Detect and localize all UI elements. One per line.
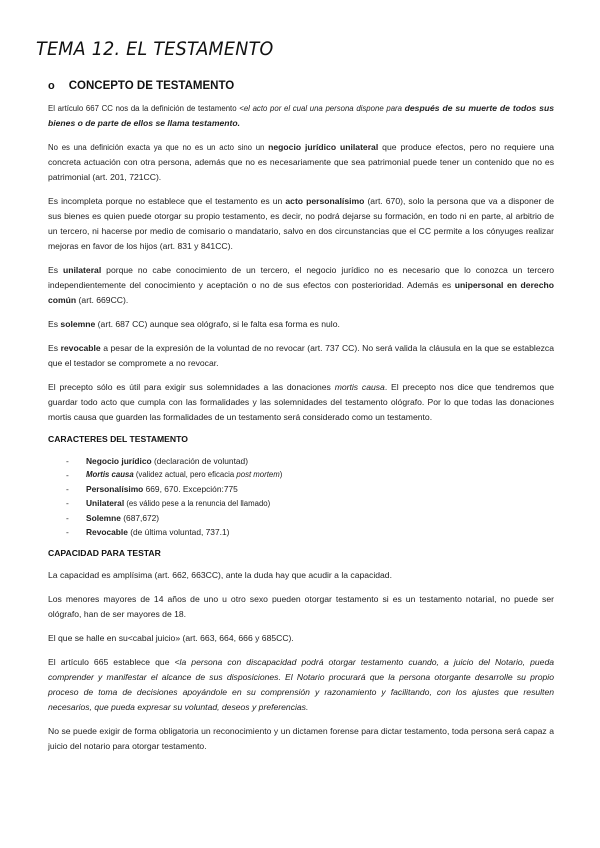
dash-bullet: - [66,484,69,494]
paragraph-discapacidad [48,655,554,715]
text-span: No es una definición exacta ya que no es un acto sino un [48,143,269,152]
dash-bullet: - [66,456,69,466]
document-content [48,80,554,763]
text-span: después de su muerte de todos sus bienes o de parte de ellos se llama testamento. [48,103,554,128]
list-term: Revocable [86,527,128,537]
text-span: <la persona con discapacidad podrá otorgar testamento cuando, a juicio del Notario, pueda comprender y manifestar el alcance de sus disposiciones. El Notario procurará que la persona otorgante desarrolle su propio proceso de toma de decisiones apoyándole en su comprensión y razonamiento y facilitando, con los ajustes que resulten necesarios, que pueda expresar su voluntad, deseos y preferencias. [48,657,554,712]
paragraph-dictamen: No se puede exigir de forma obligatoria un reconocimiento y un dictamen forense para dictar testamento, toda persona será capaz a juicio del notario para otorgar testamento. [48,726,554,751]
paragraph-capacidad-amplia: La capacidad es amplísima (art. 662, 663CC), ante la duda hay que acudir a la capacidad. [48,570,392,580]
text-span: unipersonal en derecho común [48,280,554,305]
text-span: <el acto por el cual una persona dispone para [239,104,405,113]
list-detail: (declaración de voluntad) [151,456,248,466]
paragraph-negocio-juridico [48,140,554,185]
list-detail: (de última voluntad, 737.1) [127,527,230,537]
list-term: Mortis causa [86,470,134,479]
page-title: TEMA 12. EL TESTAMENTO [36,38,274,60]
list-detail: (687,672) [120,513,160,523]
dash-bullet: - [66,470,69,480]
dash-bullet: - [66,513,69,523]
text-span: Es [48,319,61,329]
dash-bullet: - [66,527,69,537]
caracteres-heading: CARACTERES DEL TESTAMENTO [48,434,188,444]
capacidad-heading: CAPACIDAD PARA TESTAR [48,548,161,558]
paragraph-definition [48,101,554,131]
text-span: Es [48,343,61,353]
paragraph-cabal-juicio: El que se halle en su<cabal juicio» (art. 663, 664, 666 y 685CC). [48,633,294,643]
circle-bullet-icon: o [48,80,55,92]
text-span: negocio jurídico unilateral [268,142,379,152]
text-span: (art. 687 CC) aunque sea ológrafo, si le falta esa forma es nulo. [95,319,340,329]
text-span: (art. 669CC). [76,295,129,305]
paragraph-solemne [48,317,554,332]
list-detail: (validez actual, pero eficacia [133,470,237,479]
list-item [48,468,554,482]
paragraph-revocable [48,341,554,371]
text-span: mortis causa [334,382,385,392]
section-heading-label: CONCEPTO DE TESTAMENTO [68,80,235,92]
text-span: Es [48,265,63,275]
list-detail-italic: post mortem [236,470,280,479]
text-span: . El precepto nos dice que tendremos que guardar todo acto que cumpla con las formalidades y las solemnidades del testamento ológrafo. Por lo que todas las donaciones mortis causa que guarden las formalidades de un testamento será considerado como un testamento. [48,382,554,422]
text-span: unilateral [63,265,102,275]
text-span: (art. 670), solo la persona que va a disponer de sus bienes es quien puede otorgar su propio testamento, es decir, no podrá dejarse su formación, en todo ni en parte, al arbitrio de un tercero, ni hacerse por medio de comisario o mandatario, salvo en dos circunstancias que el CC permite a los cónyuges realizar mejoras en favor de los hijos (art. 831 y 841CC). [48,196,554,251]
list-term: Solemne [86,513,121,523]
list-item [48,511,554,525]
list-item [48,482,554,496]
paragraph-personalisimo [48,194,554,254]
list-term: Personalísimo [86,484,144,494]
section-heading-concepto [48,80,554,92]
text-span: solemne [60,319,96,329]
list-detail: ) [279,470,283,479]
list-term: Negocio jurídico [86,456,152,466]
list-item [48,496,554,511]
text-span: que produce efectos, pero no requiere una concreta actuación con otra persona, además que no es necesariamente que sea patrimonial puede tener un contenido que no es patrimonial (art. 201, 721CC). [48,142,554,182]
text-span: acto personalísimo [285,196,365,206]
dash-bullet: - [66,498,69,508]
text-span: El artículo 665 establece que [48,657,175,667]
list-term: Unilateral [86,498,125,508]
text-span: El artículo 667 CC nos da la definición de testamento [48,104,240,113]
paragraph-menores: Los menores mayores de 14 años de uno u otro sexo pueden otorgar testamento si es un testamento notarial, no puede ser ológrafo, han de ser mayores de 18. [48,594,554,619]
text-span: porque no cabe conocimiento de un tercero, el negocio jurídico no es necesario que lo conozca un tercero independientemente del conocimiento y aceptación o no de sus efectos con posterioridad. Además es [48,265,554,290]
text-span: Es incompleta porque no establece que el testamento es un [48,196,286,206]
list-detail: 669, 670. Excepción:775 [143,484,238,494]
list-detail: (es válido pese a la renuncia del llamado) [124,499,271,508]
caracteres-list [48,454,554,539]
list-item [48,525,554,539]
text-span: El precepto sólo es útil para exigir sus solemnidades a las donaciones [48,382,335,392]
paragraph-mortis-causa [48,380,554,425]
list-item [48,454,554,468]
text-span: revocable [60,343,101,353]
paragraph-unilateral [48,263,554,308]
text-span: a pesar de la expresión de la voluntad de no revocar (art. 737 CC). No será valida la cláusula en la que se establezca que el testador se compromete a no revocar. [48,343,554,368]
